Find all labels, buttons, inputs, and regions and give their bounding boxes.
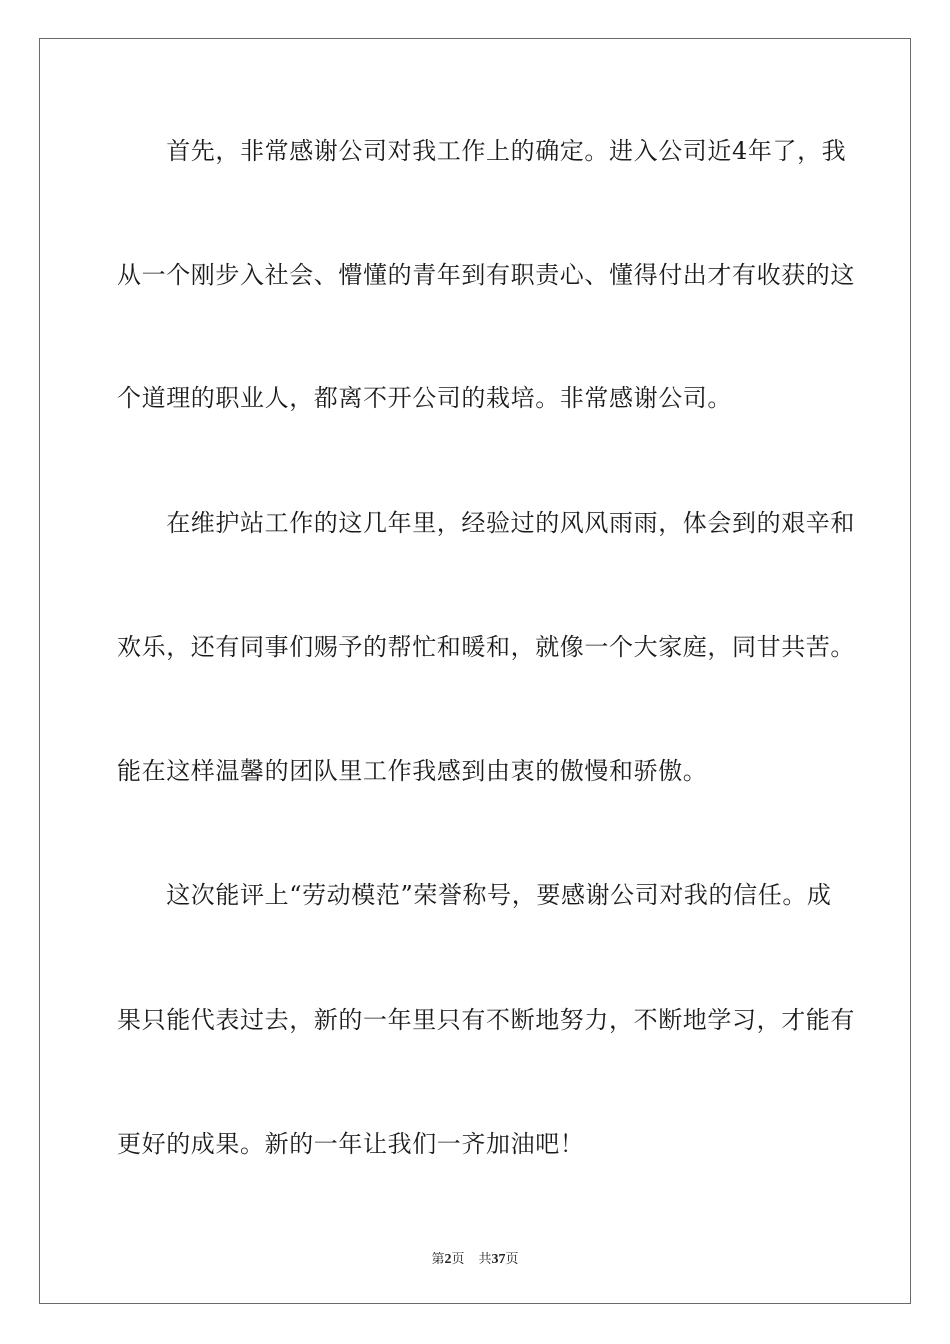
footer-total-pages: 37 [491, 1252, 506, 1267]
paragraph-1-line-2: 从一个刚步入社会、懵懂的青年到有职责心、懂得付出才有收获的这 [117, 261, 855, 289]
footer-page-prefix: 第 [431, 1252, 445, 1267]
paragraph-2-line-1: 在维护站工作的这几年里，经验过的风风雨雨，体会到的艰辛和 [117, 509, 855, 537]
paragraph-1-line-3: 个道理的职业人，都离不开公司的栽培。非常感谢公司。 [117, 384, 732, 412]
footer-total-prefix: 共 [478, 1252, 492, 1267]
paragraph-2-line-2: 欢乐，还有同事们赐予的帮忙和暖和，就像一个大家庭，同甘共苦。 [117, 633, 855, 661]
paragraph-3-line-2: 果只能代表过去，新的一年里只有不断地努力，不断地学习，才能有 [117, 1006, 855, 1034]
footer-page-suffix: 页 [451, 1252, 465, 1267]
page-border [39, 38, 911, 1304]
footer-total-suffix: 页 [505, 1252, 519, 1267]
paragraph-3-line-1: 这次能评上“劳动模范”荣誉称号，要感谢公司对我的信任。成 [117, 881, 832, 909]
paragraph-3-line-3: 更好的成果。新的一年让我们一齐加油吧！ [117, 1130, 585, 1158]
paragraph-1-line-1: 首先，非常感谢公司对我工作上的确定。进入公司近4年了，我 [117, 137, 847, 165]
page-footer [0, 1248, 950, 1268]
paragraph-2-line-3: 能在这样温馨的团队里工作我感到由衷的傲慢和骄傲。 [117, 757, 708, 785]
footer-page-number: 2 [444, 1252, 452, 1267]
